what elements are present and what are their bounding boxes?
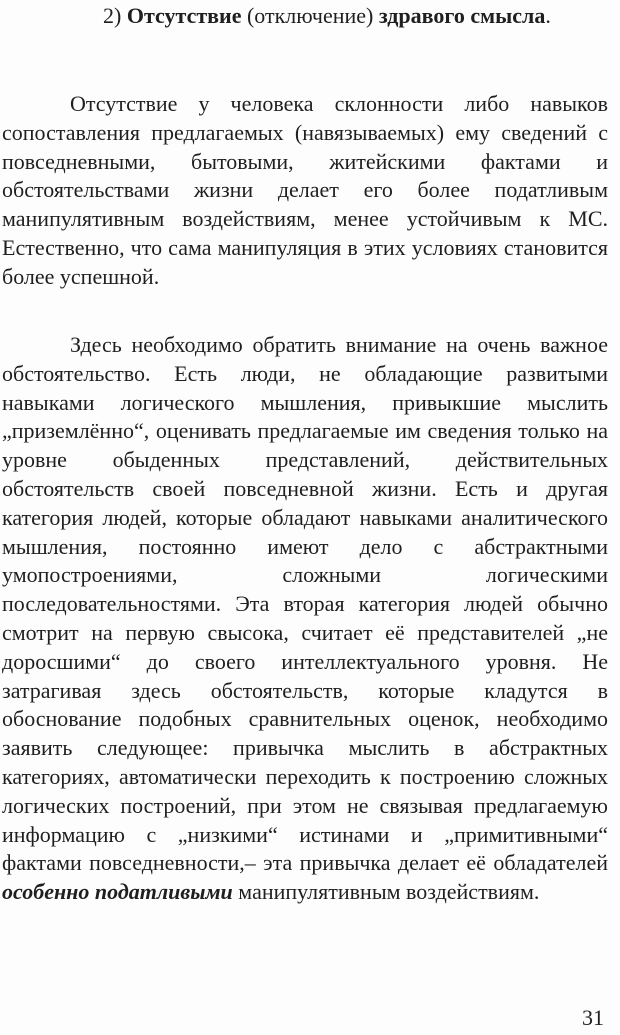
paragraph-2-text: Здесь необходимо обратить внимание на очень важное обстоятельство. Есть люди, не обладающие развитыми навыками логического мышления, привыкшие мыслить „приземлённо“, оценивать предлагаемые им сведения только на уровне обыденных представлений, действительных обстоятельств своей повседневной жизни. Есть и другая категория людей, которые обладают навыками аналитического мышления, постоянно имеют дело с абстрактными умопостроениями, сложными логическими последовательностями. Эта вторая категория людей обычно смотрит на первую свысока, считает её представителей „не доросшими“ до своего интеллектуального уровня. Не затрагивая здесь обстоятельств, которые кладутся в обоснование подобных сравнительных оценок, необходимо заявить следующее: привычка мыслить в абстрактных категориях, автоматически переходить к построению сложных логических построений, при этом не связывая предлагаемую информацию с „низкими“ истинами и „примитивными“ фактами повседневности,– эта привычка делает её обладателей (2, 332, 608, 876)
paragraph-1: Отсутствие у человека склонности либо навыков сопоставления предлагаемых (навязываемых) ему сведений с повседневными, бытовыми, житейскими фактами и обстоятельствами жизни делает его более податливым манипулятивным воздействиям, менее устойчивым к МС. Естественно, что сама манипуляция в этих условиях становится более успешной. (2, 91, 608, 289)
heading-end: . (545, 3, 551, 28)
paragraph-2-emphasis: особенно податливыми (2, 879, 233, 905)
heading-term-2: здравого смысла (378, 3, 546, 28)
paragraph-2-ending: манипулятивным воздействиям. (238, 879, 540, 905)
page-number: 31 (582, 1005, 604, 1030)
paragraph-2 (2, 331, 608, 907)
heading-term: Отсутствие (126, 3, 242, 28)
heading-number: 2) (103, 3, 122, 28)
heading-parenthetical: (отключение) (246, 3, 374, 28)
section-heading (103, 2, 551, 30)
